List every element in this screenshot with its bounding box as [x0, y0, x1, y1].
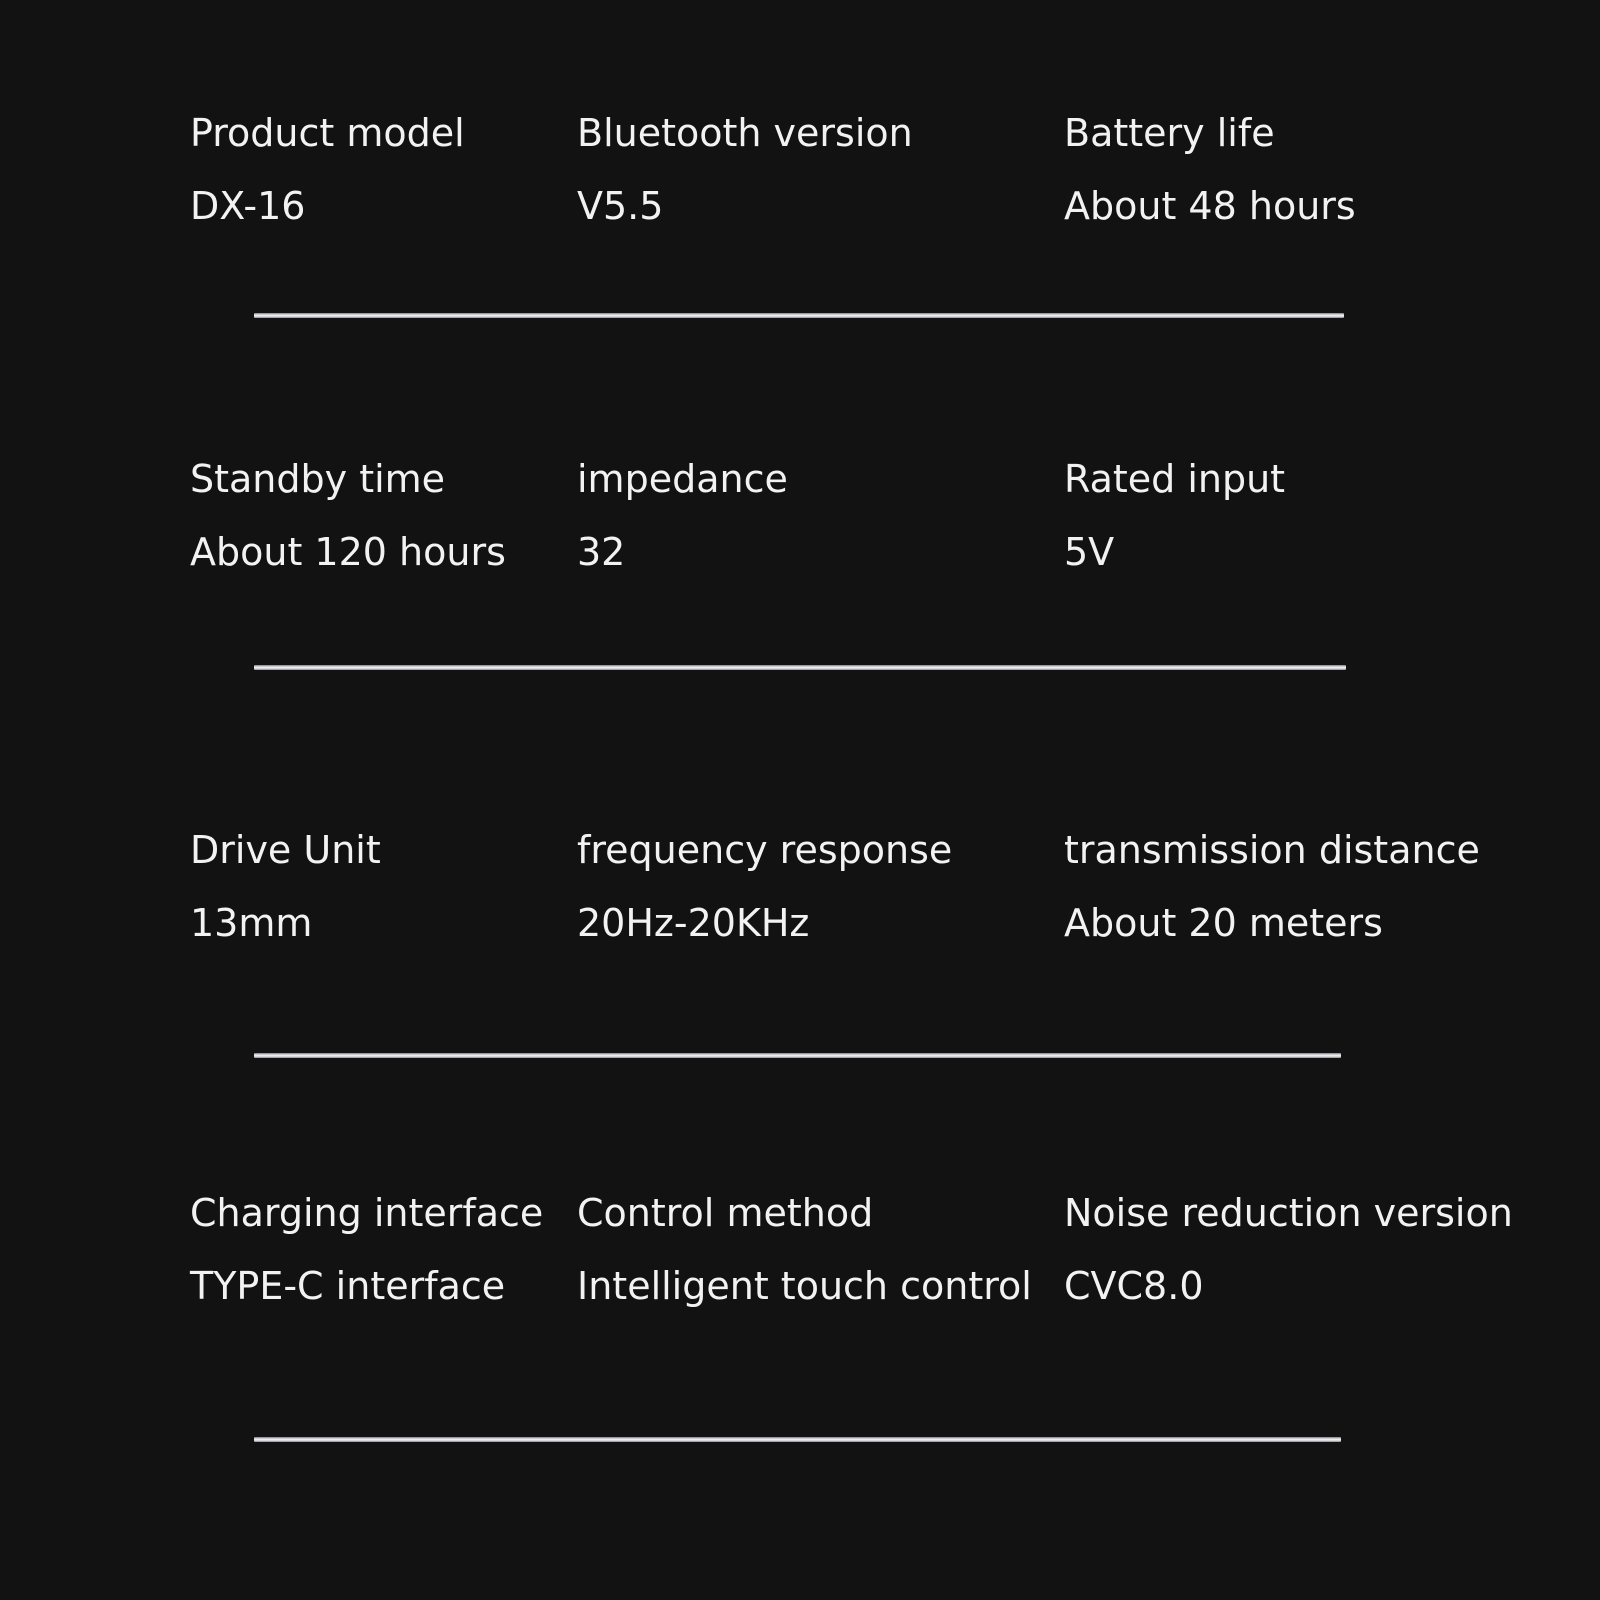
spec-label: Bluetooth version — [577, 111, 913, 155]
spec-label: Drive Unit — [190, 828, 381, 872]
spec-label: impedance — [577, 457, 788, 501]
spec-label: Control method — [577, 1191, 874, 1235]
spec-value: About 48 hours — [1064, 184, 1356, 228]
spec-value: DX-16 — [190, 184, 306, 228]
spec-row-1 — [0, 113, 1600, 243]
spec-row-3 — [0, 830, 1600, 960]
spec-label: Charging interface — [190, 1191, 544, 1235]
row-divider — [254, 313, 1344, 318]
spec-charging-interface — [190, 1193, 543, 1306]
spec-label: Rated input — [1064, 457, 1286, 501]
spec-noise-reduction-version — [1064, 1193, 1513, 1306]
spec-standby-time — [190, 459, 506, 572]
spec-drive-unit — [190, 830, 381, 943]
spec-label: transmission distance — [1064, 828, 1480, 872]
spec-frequency-response — [577, 830, 952, 943]
spec-control-method — [577, 1193, 1032, 1306]
spec-impedance — [577, 459, 788, 572]
spec-label: frequency response — [577, 828, 953, 872]
row-divider — [254, 1437, 1341, 1442]
spec-value: 13mm — [190, 901, 313, 945]
spec-value: TYPE-C interface — [190, 1264, 506, 1308]
spec-label: Product model — [190, 111, 465, 155]
spec-value: CVC8.0 — [1064, 1264, 1204, 1308]
spec-value: 32 — [577, 530, 626, 574]
spec-rated-input — [1064, 459, 1285, 572]
spec-row-4 — [0, 1193, 1600, 1323]
spec-label: Standby time — [190, 457, 446, 501]
spec-value: 20Hz-20KHz — [577, 901, 810, 945]
spec-transmission-distance — [1064, 830, 1480, 943]
spec-value: About 20 meters — [1064, 901, 1383, 945]
spec-value: Intelligent touch control — [577, 1264, 1032, 1308]
row-divider — [254, 1053, 1341, 1058]
spec-row-2 — [0, 459, 1600, 589]
spec-label: Battery life — [1064, 111, 1275, 155]
spec-label: Noise reduction version — [1064, 1191, 1513, 1235]
spec-value: 5V — [1064, 530, 1115, 574]
spec-battery-life — [1064, 113, 1356, 226]
spec-product-model — [190, 113, 465, 226]
spec-value: V5.5 — [577, 184, 664, 228]
spec-bluetooth-version — [577, 113, 913, 226]
spec-value: About 120 hours — [190, 530, 506, 574]
row-divider — [254, 665, 1346, 670]
